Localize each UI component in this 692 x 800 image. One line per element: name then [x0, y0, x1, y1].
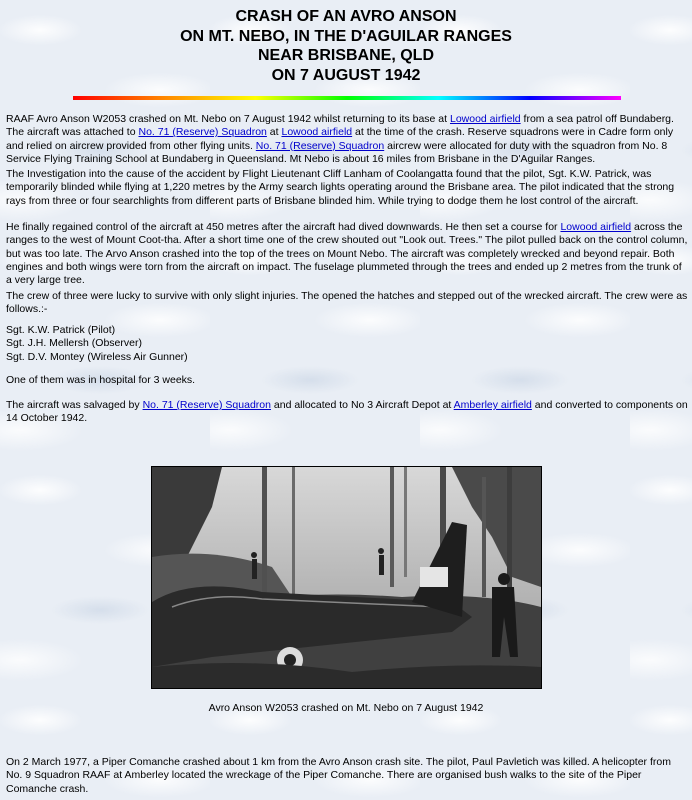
photo-caption: Avro Anson W2053 crashed on Mt. Nebo on 7 August 1942 — [208, 702, 484, 714]
rainbow-divider — [73, 96, 621, 100]
crew-list — [6, 324, 688, 364]
paragraph-investigation: The Investigation into the cause of the accident by Flight Lieutenant Cliff Lanham of Coolangatta found that the pilot, Sgt. K.W. Patrick, was temporarily blinded while flying at 1,220 metres by the Army search lights operating around the Brisbane area. The pilot indicated that the strong rays from three or four searchlights from different parts of Brisbane blinded him. While trying to dodge them he lost control of the aircraft. — [6, 168, 675, 207]
crew-member: Sgt. K.W. Patrick (Pilot) — [6, 324, 116, 336]
text: and converted to components on 14 October 1942. — [6, 399, 688, 425]
link-71-reserve-squadron[interactable]: No. 71 (Reserve) Squadron — [138, 126, 267, 139]
text: RAAF Avro Anson W2053 crashed on Mt. Nebo on 7 August 1942 whilst returning to its base at — [6, 113, 450, 125]
text: The aircraft was salvaged by — [6, 399, 143, 411]
photo-illustration — [152, 467, 541, 688]
text: at — [266, 126, 282, 139]
crew-member: Sgt. J.H. Mellersh (Observer) — [6, 337, 142, 350]
text: aircrew were allocated for duty with the squadron from No. 8 Service Flying Training School at Bundaberg in Queensland. Mt Nebo is about 16 miles from Brisbane in the D'Aguilar Ranges. — [6, 139, 668, 165]
paragraph-piper-comanche: On 2 March 1977, a Piper Comanche crashed about 1 km from the Avro Anson crash site. The pilot, Paul Pavletich was killed. A helicopter from No. 9 Squadron RAAF at Amberley located the wreckage of the Piper Comanche. There are organised bush walks to the site of the Piper Comanche crash. — [6, 756, 671, 795]
text: He finally regained control of the aircraft at 450 metres after the aircraft had dived downwards. He then set a course for — [6, 221, 561, 233]
text: across the ranges to the west of Mount Coot-tha. After a short time one of the crew shouted out "Look out. Trees." The pilot pulled back on the control column, but was too late. The Arvo Anson crashed into the top of the trees on Mount Nebo. The aircraft was completely wrecked and beyond repair. Both engines and both wings were torn from the aircraft on impact. The fuselage plummeted through the trees and ended up 2 metres from the trunk of a very large tree. — [6, 221, 688, 287]
title-line-4: ON 7 AUGUST 1942 — [271, 66, 421, 84]
link-71-reserve-squadron[interactable]: No. 71 (Reserve) Squadron — [142, 399, 271, 411]
link-lowood-airfield[interactable]: Lowood airfield — [560, 221, 632, 233]
paragraph-salvage — [6, 399, 688, 426]
text: and allocated to No 3 Aircraft Depot at — [270, 399, 454, 411]
crew-member: Sgt. D.V. Montey (Wireless Air Gunner) — [6, 350, 188, 363]
title-line-1: CRASH OF AN AVRO ANSON — [235, 8, 457, 25]
link-amberley-airfield[interactable]: Amberley airfield — [453, 399, 532, 411]
page-title — [0, 7, 692, 85]
title-line-3: NEAR BRISBANE, QLD — [257, 47, 434, 64]
text: from a sea patrol off Bundaberg. The aircraft was attached to — [6, 113, 674, 139]
paragraph-intro — [6, 113, 688, 166]
paragraph-hospital: One of them was in hospital for 3 weeks. — [6, 374, 196, 386]
crash-photo-image — [151, 466, 542, 689]
paragraph-crash-details — [6, 221, 688, 287]
link-lowood-airfield[interactable]: Lowood airfield — [281, 126, 353, 139]
text: at the time of the crash. Reserve squadrons were in Cadre form only and relied on aircrew provided from other flying units. — [6, 126, 674, 152]
link-71-reserve-squadron[interactable]: No. 71 (Reserve) Squadron — [255, 139, 385, 152]
paragraph-crew-intro: The crew of three were lucky to survive with only slight injuries. The opened the hatches and stepped out of the wrecked aircraft. The crew were as follows.:- — [6, 290, 688, 316]
title-line-2: ON MT. NEBO, IN THE D'AGUILAR RANGES — [180, 27, 512, 45]
link-lowood-airfield[interactable]: Lowood airfield — [449, 113, 521, 125]
